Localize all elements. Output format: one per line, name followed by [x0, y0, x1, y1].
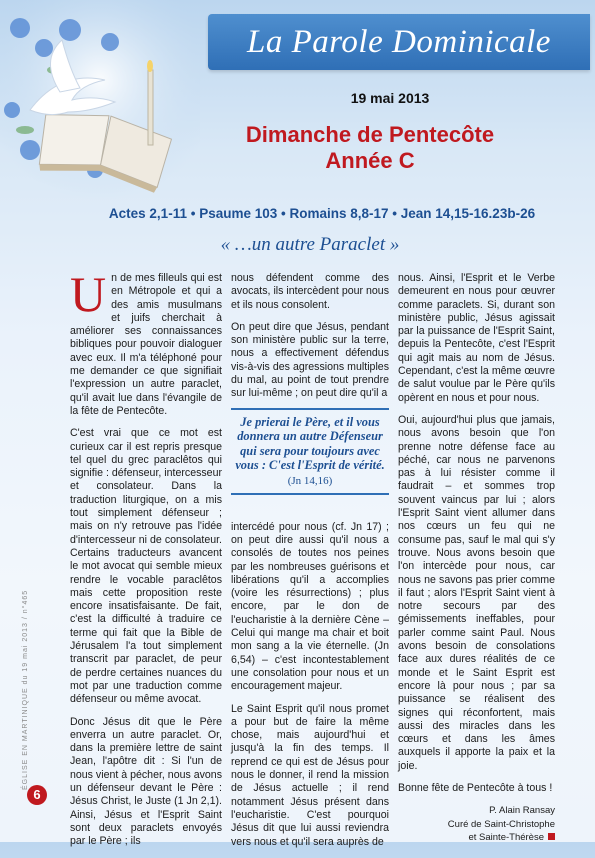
drop-cap: U — [70, 266, 107, 322]
issue-date: 19 mai 2013 — [350, 90, 430, 106]
pull-quote-reference: (Jn 14,16) — [287, 474, 333, 487]
col1-paragraph-2: C'est vrai que ce mot est curieux car il est repris presque tel quel du grec paraclêtos qui signifie : défenseur, intercesseur et consolateur. Dans la traduction liturgique, on a mis tout simplement défenseur ; mais on n'y retrouve pas l'idée d'intercesseur ni de consolateur. Certains traducteurs avancent le mot avocat qui semble mieux rendre le vocable paraclêtos mais cette proposition reste encore insatisfaisante. De fait, c'est la difficulté à traduire ce terme qui fait que la Bible de Jérusalem l'a tout simplement transcrit par paraclet, de peur de perdre certaines nuances du mot par une traduction comme défenseur ou même avocat. — [70, 427, 222, 706]
col2-paragraph-2: On peut dire que Jésus, pendant son ministère public sur la terre, nous a effectivement défendus vis-à-vis des agressions multiples du mal, au point de tout prendre sur lui-même ; on peut dire qu'il a — [231, 320, 389, 400]
article-subtitle: « …un autre Paraclet » — [220, 234, 400, 255]
pull-quote-text: Je prierai le Père, et il vous donnera un autre Défenseur qui sera pour toujours avec vous : C'est l'Esprit de vérité. — [235, 415, 385, 473]
column-1 — [70, 266, 222, 857]
col2-paragraph-4: Le Saint Esprit qu'il nous promet a pour but de faire la même chose, mais aujourd'hui et jusqu'à la fin des temps. Il reprend ce qui est de Jésus pour nous le donner, il rend la mission de Jésus actuelle ; il rend notamment Jésus présent dans l'eucharistie. C'est pourquoi Jésus dit que lui aussi reviendra vers nous et qu'il sera auprès de — [231, 702, 389, 848]
vertical-sidebar-caption: ÉGLISE EN MARTINIQUE du 19 mai 2013 / n°465 — [22, 589, 29, 790]
headline-line2: Année C — [325, 148, 415, 173]
headline — [210, 122, 530, 174]
col3-paragraph-1: nous. Ainsi, l'Esprit et le Verbe demeurent en nous pour œuvrer comme paraclets. Si, durant son ministère public, Jésus agissait par la puissance de l'Esprit Saint, depuis la Pentecôte, c'est l'Esprit qui agit mais au nom de Jésus. Cependant, c'est la même œuvre de salut voulue par le Père qu'ils opèrent en nous et pour nous. — [398, 272, 555, 404]
col2-paragraph-1: nous défendent comme des avocats, ils intercèdent pour nous et ils nous consolent. — [231, 272, 389, 311]
col2-paragraph-3: intercédé pour nous (cf. Jn 17) ; on peut dire aussi qu'il nous a consolés de toutes nos peines par les nombreuses guérisons et libérations qu'il a accomplies (voire les résurrections) ; plus encore, par le don de l'eucharistie à la dernière Cène – Celui qui mange ma chair et boit mon sang a la vie éternelle. (Jn 6,54) – c'est incontestablement une consolation pour nous et un encouragement majeur. — [231, 520, 389, 693]
end-mark-icon — [548, 833, 555, 840]
signature-line2: Curé de Saint-Christophe — [447, 818, 555, 830]
signature — [398, 804, 555, 845]
col1-paragraph-1: n de mes filleuls qui est en Métropole et qui a des amis musulmans et juifs cherchait à améliorer ses connaissances bibliques pour pouvoir dialoguer avec eux. Il m'a téléphoné pour me demander ce que signifiait l'expression un autre paraclet, qu'il avait lue dans l'évangile de la fête de Pentecôte. — [70, 272, 222, 417]
readings-references: Actes 2,1-11 • Psaume 103 • Romains 8,8-17 • Jean 14,15-16.23b-26 — [108, 206, 536, 221]
masthead-title: La Parole Dominicale — [247, 23, 551, 60]
col3-paragraph-3: Bonne fête de Pentecôte à tous ! — [398, 781, 553, 794]
signature-name: P. Alain Ransay — [489, 805, 555, 817]
page-number: 6 — [27, 785, 47, 805]
headline-line1: Dimanche de Pentecôte — [245, 122, 495, 147]
masthead-banner — [208, 14, 590, 70]
signature-line3: et Sainte-Thérèse — [468, 832, 544, 844]
column-2 — [231, 272, 389, 858]
dove-bible-illustration — [0, 0, 200, 200]
pull-quote — [231, 408, 389, 495]
column-3 — [398, 272, 555, 845]
col1-paragraph-3: Donc Jésus dit que le Père enverra un autre paraclet. Or, dans la première lettre de saint Jean, l'apôtre dit : Si l'un de nous vient à pécher, nous avons un défenseur devant le Père : Jésus Christ, le Juste (1 Jn 2,1). Ainsi, Jésus et l'Esprit Saint sont deux paraclets envoyés par le Père ; ils — [70, 715, 222, 848]
col3-paragraph-2: Oui, aujourd'hui plus que jamais, nous avons besoin que l'on prenne notre défense face au péché, car nous ne parvenons pas à lui résister comme il faudrait – et sommes trop souvent vaincus par lui ; alors l'Esprit Saint vient allumer dans nos cœurs un feu qui ne consume pas, sauf le mal qui s'y trouve. Nous avons besoin que l'on intercède pour nous, car nous ne savons pas prier comme il faut ; alors l'Esprit Saint vient à notre secours par des gémissements ineffables, pour parler comme saint Paul. Nous avons besoin de consolations face aux dures réalités de ce monde et le Saint Esprit est encore là pour nous ; par sa puissance se réalisent des signes qui réconfortent, mais aussi des miracles dans les cœurs et dans les âmes auxquels il apporte la paix et la joie. — [398, 413, 555, 772]
